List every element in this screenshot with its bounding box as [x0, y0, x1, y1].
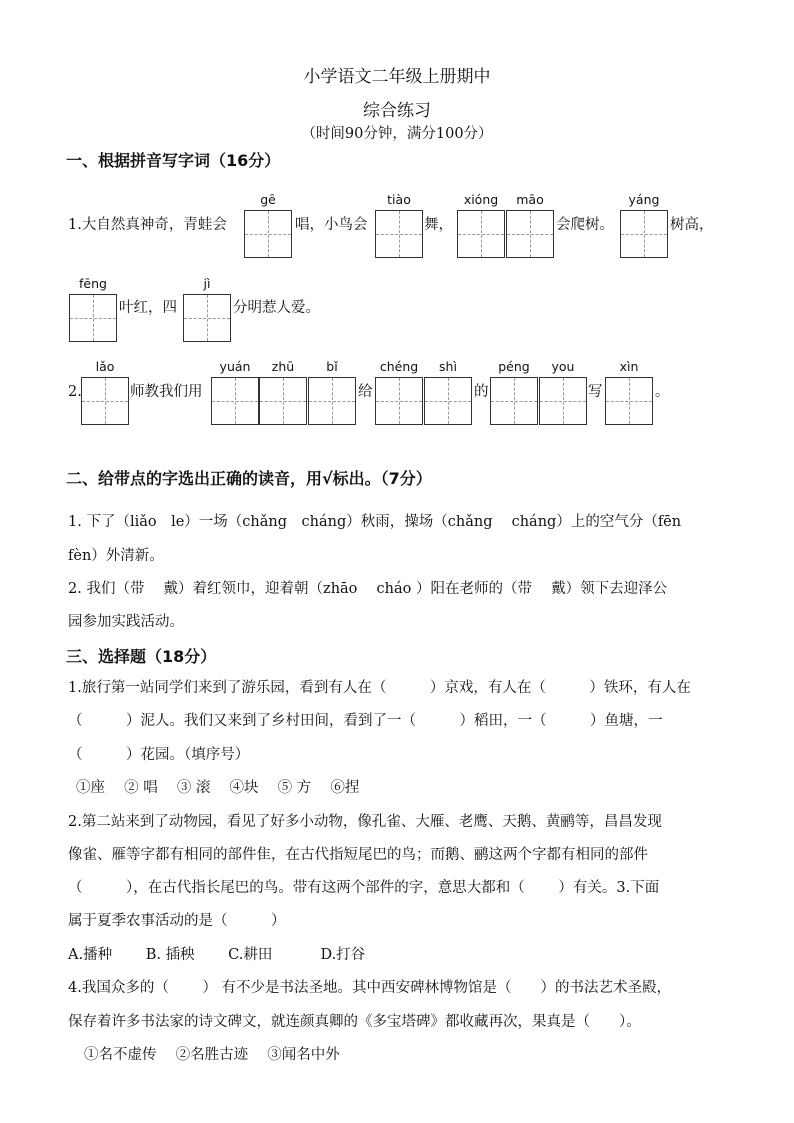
s3-line: 保存着许多书法家的诗文碑文，就连颜真卿的《多宝塔碑》都收藏再次，果真是（ ）。: [68, 1014, 641, 1030]
pinyin-feng: fēng: [79, 276, 107, 291]
pinyin-yuan: yuán: [219, 359, 251, 374]
q1-text-5: 树高，: [670, 217, 714, 233]
pinyin-yang: yáng: [628, 192, 660, 207]
q2-text-5: 。: [655, 384, 670, 400]
s2-line: 2. 我们（带 戴）着红领巾，迎着朝（zhāo cháo ）阳在老师的（带 戴）领下去迎泽公: [68, 581, 668, 597]
answer-box-yuan[interactable]: [211, 377, 259, 425]
answer-box-ge[interactable]: [244, 210, 292, 258]
s3-line: 属于夏季农事活动的是（ ）: [68, 913, 286, 929]
q1-text-6: 叶红，四: [119, 300, 177, 316]
q1-text-3: 舞，: [424, 217, 453, 233]
s2-line: 园参加实践活动。: [68, 614, 184, 630]
answer-box-xiong[interactable]: [457, 210, 505, 258]
answer-box-xin[interactable]: [605, 377, 653, 425]
q2-text-2: 给: [358, 384, 373, 400]
section-2-heading: 二、给带点的字选出正确的读音，用√标出。（7分）: [66, 469, 432, 488]
page-title: 小学语文二年级上册期中: [303, 67, 491, 87]
s3-line: （ ），在古代指长尾巴的鸟。带有这两个部件的字，意思大都和（ ）有关。3.下面: [68, 880, 660, 896]
q2-text-1: 师教我们用: [130, 384, 203, 400]
pinyin-ji: jì: [203, 276, 211, 291]
answer-box-peng[interactable]: [490, 377, 538, 425]
s3-line: （ ）花园。（填序号）: [68, 747, 250, 763]
answer-box-cheng[interactable]: [375, 377, 423, 425]
pinyin-shi: shì: [439, 359, 457, 374]
q1-text-7: 分明惹人爱。: [233, 300, 320, 316]
s3-line: 2.第二站来到了动物园，看见了好多小动物，像孔雀、大雁、老鹰、天鹅、黄鹂等，昌昌发现: [68, 814, 662, 830]
time-note: （时间90分钟，满分100分）: [301, 126, 493, 142]
q1-text-1: 1.大自然真神奇，青蛙会: [68, 217, 227, 233]
s2-line: fèn）外清新。: [68, 548, 164, 564]
answer-box-bi[interactable]: [308, 377, 356, 425]
answer-box-zhu[interactable]: [259, 377, 307, 425]
answer-box-mao[interactable]: [506, 210, 554, 258]
answer-box-ji[interactable]: [183, 294, 231, 342]
section-1-heading: 一、根据拼音写字词（16分）: [66, 151, 281, 170]
pinyin-xiong: xióng: [463, 192, 499, 207]
pinyin-you: you: [551, 359, 575, 374]
page-subtitle: 综合练习: [363, 101, 431, 121]
answer-box-shi[interactable]: [424, 377, 472, 425]
pinyin-bi: bǐ: [326, 359, 338, 374]
answer-box-tiao[interactable]: [375, 210, 423, 258]
q1-text-4: 会爬树。: [556, 217, 614, 233]
s2-line: 1. 下了（liǎo le）一场（chǎng cháng）秋雨，操场（chǎng cháng）上的空气分（fēn: [68, 514, 682, 530]
answer-box-lao[interactable]: [81, 377, 129, 425]
q2-text-3: 的: [474, 384, 489, 400]
pinyin-zhu: zhū: [271, 359, 295, 374]
pinyin-xin: xìn: [619, 359, 639, 374]
s3-options: ①名不虚传 ②名胜古迹 ③闻名中外: [84, 1047, 340, 1063]
pinyin-peng: péng: [498, 359, 530, 374]
s3-options: A.播种 B. 插秧 C.耕田 D.打谷: [68, 947, 366, 963]
answer-box-feng[interactable]: [69, 294, 117, 342]
s3-line: 像雀、雁等字都有相同的部件隹，在古代指短尾巴的鸟；而鹅、鹂这两个字都有相同的部件: [68, 847, 648, 863]
s3-line: 4.我国众多的（ ） 有不少是书法圣地。其中西安碑林博物馆是（ ）的书法艺术圣殿，: [68, 980, 672, 996]
section-3-heading: 三、选择题（18分）: [66, 647, 217, 666]
pinyin-tiao: tiào: [387, 192, 411, 207]
pinyin-ge: gē: [260, 192, 276, 207]
s3-line: （ ）泥人。我们又来到了乡村田间，看到了一（ ）稻田，一（ ）鱼塘，一: [68, 713, 663, 729]
q2-number: 2.: [68, 384, 82, 400]
q2-text-4: 写: [588, 384, 603, 400]
answer-box-you[interactable]: [539, 377, 587, 425]
s3-line: 1.旅行第一站同学们来到了游乐园，看到有人在（ ）京戏，有人在（ ）铁环，有人在: [68, 680, 691, 696]
q1-text-2: 唱，小鸟会: [295, 217, 368, 233]
s3-options: ①座 ② 唱 ③ 滚 ④块 ⑤ 方 ⑥捏: [76, 780, 360, 796]
pinyin-lao: lǎo: [95, 359, 115, 374]
pinyin-mao: māo: [516, 192, 544, 207]
pinyin-cheng: chéng: [379, 359, 419, 374]
answer-box-yang[interactable]: [620, 210, 668, 258]
